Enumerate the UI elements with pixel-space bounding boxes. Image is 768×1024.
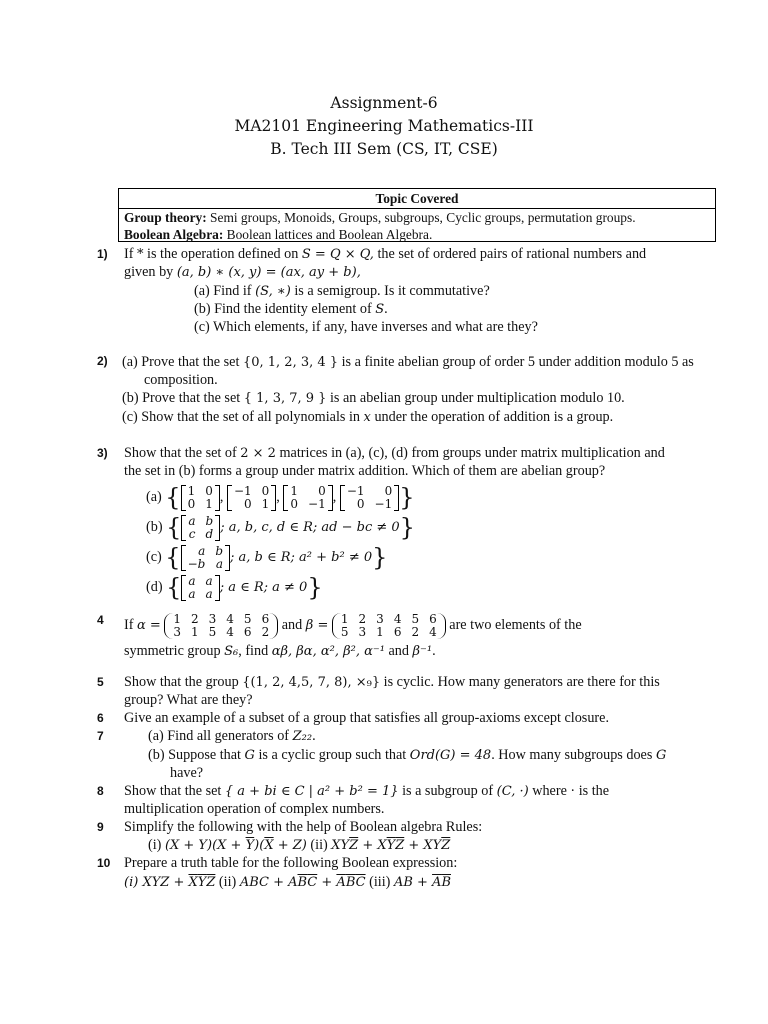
q3-part-a: (a) { 1 0 0 1 , −1 0 0 1 , 1 0 0 −1 , −1 0 0 −1 } (146, 483, 415, 512)
q2-part-b: (b) Prove that the set { 1, 3, 7, 9 } is an abelian group under multiplication modulo 10. (122, 390, 625, 406)
topic-group-theory: Group theory: Semi groups, Monoids, Groups, subgroups, Cyclic groups, permutation groups. (124, 210, 636, 225)
q8-line-1: Show that the set { a + bi ∈ C | a² + b² = 1} is a subgroup of (C, ·) where · is the (124, 783, 610, 799)
q1-part-a: (a) Find if (S, ∗) is a semigroup. Is it commutative? (194, 283, 490, 299)
matrix: 1 0 0 −1 (283, 485, 332, 511)
program-title: B. Tech III Sem (CS, IT, CSE) (270, 140, 498, 158)
q3-line-2: the set in (b) forms a group under matrix addition. Which of them are abelian group? (124, 463, 606, 479)
q7-part-b: (b) Suppose that G is a cyclic group such that Ord(G) = 48. How many subgroups does G (148, 747, 667, 763)
q2-part-a: (a) Prove that the set {0, 1, 2, 3, 4 } is a finite abelian group of order 5 under addition modulo 5 as (122, 354, 694, 370)
q2-part-a-cont: composition. (144, 372, 218, 388)
question-number: 5 (97, 675, 104, 689)
q3-line-1: Show that the set of 2 × 2 matrices in (a), (c), (d) from groups under matrix multiplication and (124, 445, 665, 461)
permutation-alpha: 1 2 3 4 5 6 3 1 5 4 6 2 (164, 613, 278, 639)
q9-expressions: (i) $(X + Y)(X + \overline{Y})(\overline{X} + Z)$ (ii) $XY\overline{Z} + X\overline{Y}\overline{Z} + XY\overline{Z}$ (148, 837, 451, 853)
q10-expressions: (i) XYZ + $\overline{X}\overline{Y}\overline{Z}$ (ii) ABC + $A\overline{B}\overline{C} + \overline{A}\overline{B}\overline{C}$ (iii) AB + $\overline{A}\overline{B}$ (124, 874, 451, 890)
assignment-title: Assignment-6 (330, 94, 438, 112)
topic-boolean-algebra: Boolean Algebra: Boolean lattices and Boolean Algebra. (124, 227, 433, 242)
q5-line-1: Show that the group {(1, 2, 4,5, 7, 8), ×₉} is cyclic. How many generators are there for this (124, 674, 660, 690)
matrix: −1 0 0 1 (227, 485, 276, 511)
q7-part-a: (a) Find all generators of Z₂₂. (148, 728, 316, 744)
course-title: MA2101 Engineering Mathematics-III (234, 117, 534, 135)
q1-line-1: If * is the operation defined on S = Q × Q, the set of ordered pairs of rational numbers and (124, 246, 647, 262)
q2-part-c: (c) Show that the set of all polynomials in x under the operation of addition is a group. (122, 409, 614, 425)
q9-line-1: Simplify the following with the help of Boolean algebra Rules: (124, 819, 483, 835)
topic-heading: Topic Covered (119, 189, 715, 209)
topic-covered-box (118, 188, 716, 242)
q3-part-c: (c) { a b −b a ; a, b ∈ R; a² + b² ≠ 0} (146, 543, 388, 572)
q5-line-2: group? What are they? (124, 692, 253, 708)
q10-line-1: Prepare a truth table for the following Boolean expression: (124, 855, 458, 871)
matrix: a b −b a (181, 545, 230, 571)
q4-line-1: If α = 1 2 3 4 5 6 3 1 5 4 6 2 and β = 1 2 3 4 5 6 5 3 1 6 2 4 are two elements of the (124, 611, 582, 639)
q3-part-b: (b) { a b c d ; a, b, c, d ∈ R; ad − bc ≠ 0} (146, 513, 415, 542)
question-number: 10 (97, 856, 111, 870)
question-number: 2) (97, 354, 108, 368)
q8-line-2: multiplication operation of complex numbers. (124, 801, 385, 817)
q7-part-b-cont: have? (170, 765, 204, 781)
matrix: 1 0 0 1 (181, 485, 220, 511)
permutation-beta: 1 2 3 4 5 6 5 3 1 6 2 4 (332, 613, 446, 639)
q1-part-b: (b) Find the identity element of S. (194, 301, 388, 317)
question-number: 9 (97, 820, 104, 834)
q3-part-d: (d) { a a a a ; a ∈ R; a ≠ 0} (146, 573, 323, 602)
matrix: a a a a (181, 575, 219, 601)
question-number: 8 (97, 784, 104, 798)
question-number: 6 (97, 711, 104, 725)
question-number: 7 (97, 729, 104, 743)
question-number: 3) (97, 446, 108, 460)
question-number: 1) (97, 247, 108, 261)
q6-line-1: Give an example of a subset of a group that satisfies all group-axioms except closure. (124, 710, 609, 726)
matrix: a b c d (181, 515, 220, 541)
q1-part-c: (c) Which elements, if any, have inverses and what are they? (194, 319, 538, 335)
matrix: −1 0 0 −1 (340, 485, 399, 511)
question-number: 4 (97, 613, 104, 627)
q4-line-2: symmetric group S₆, find αβ, βα, α², β², α⁻¹ and β⁻¹. (124, 643, 436, 659)
q1-line-2: given by (a, b) ∗ (x, y) = (ax, ay + b), (124, 264, 361, 280)
